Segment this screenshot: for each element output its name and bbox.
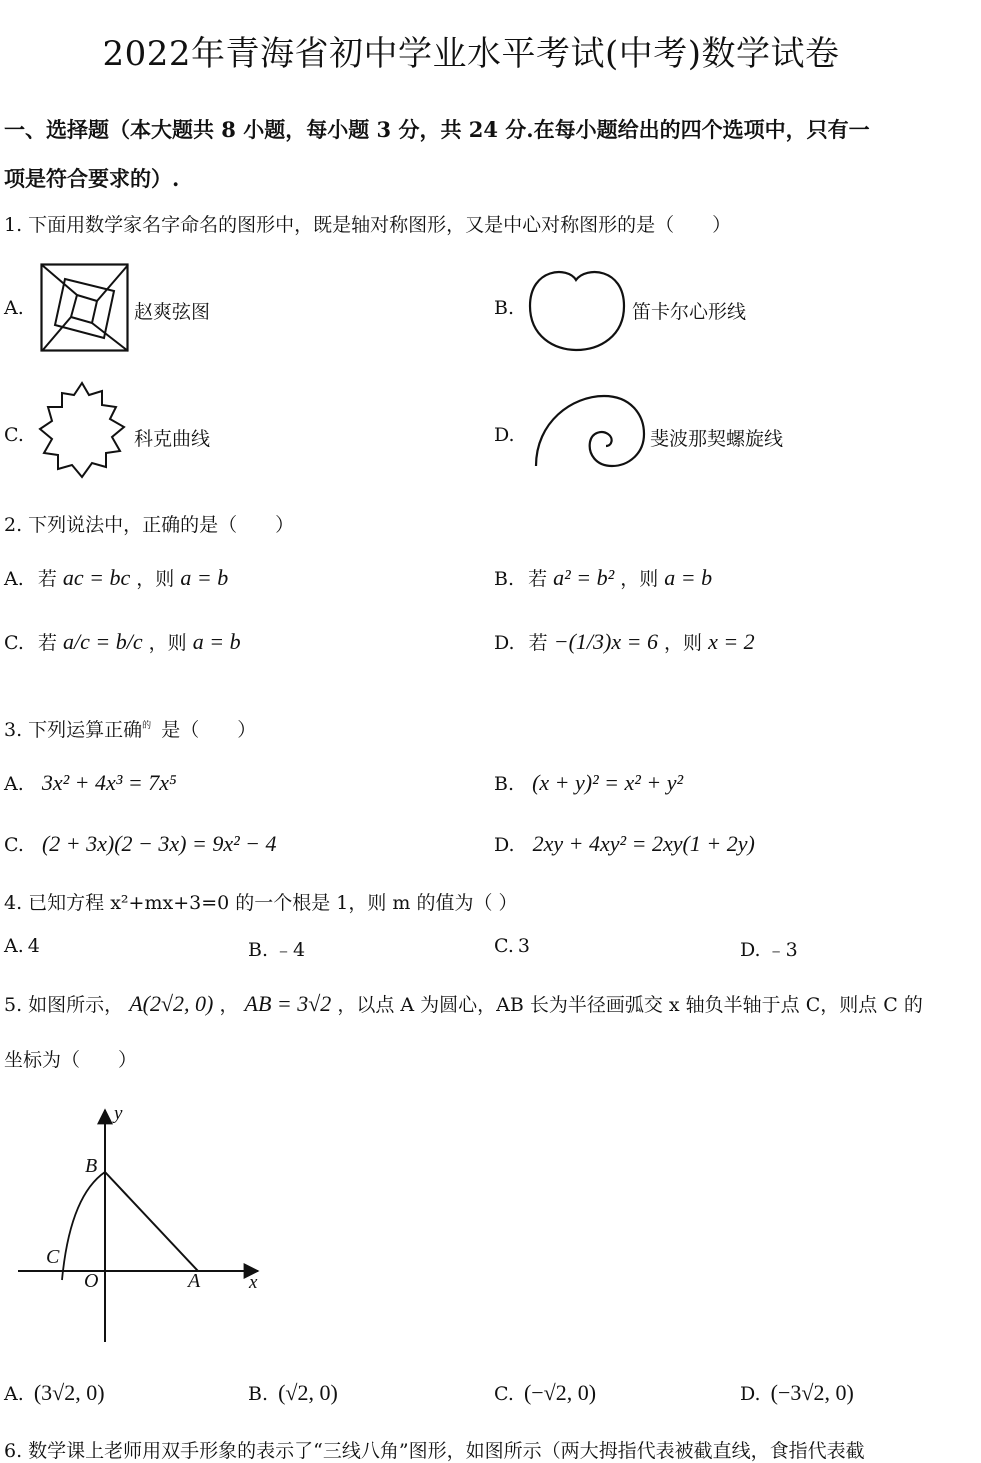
q2-b-expr: a² = b² (553, 565, 615, 590)
question-3-stem-text: 3. 下列运算正确 (4, 719, 143, 741)
question-2-stem: 2. 下列说法中，正确的是（ ） (4, 514, 295, 536)
q4-c-value: 3 (517, 935, 530, 957)
q1-option-c-caption: 科克曲线 (134, 428, 211, 450)
q4-d-letter: D. (740, 939, 761, 961)
q4-option-b (248, 935, 305, 962)
fibonacci-spiral-icon (532, 392, 646, 468)
q2-d-letter: D. (494, 632, 515, 654)
q5-coordinate-figure (0, 1100, 280, 1350)
q1-option-b-letter: B. (494, 297, 515, 319)
q3-c-letter: C. (4, 834, 24, 856)
q4-b-letter: B. (248, 939, 269, 961)
section-heading-line1: 一、选择题（本大题共 8 小题，每小题 3 分，共 24 分.在每小题给出的四个选项中，只有一 (4, 117, 870, 142)
figure-label-x: x (249, 1272, 258, 1293)
q2-c-result: a = b (192, 629, 241, 654)
q2-a-letter: A. (4, 568, 24, 590)
q1-option-d-letter: D. (494, 424, 515, 446)
q4-option-d (740, 935, 798, 962)
q1-option-a-letter: A. (4, 297, 24, 319)
q3-a-letter: A. (4, 773, 24, 795)
question-5-stem (4, 990, 923, 1017)
q3-option-b (494, 770, 683, 796)
q2-option-c (4, 628, 241, 655)
q5-option-d (740, 1380, 854, 1406)
q2-d-expr: −(1/3)x = 6 (553, 629, 658, 654)
q3-c-expr: (2 + 3x)(2 − 3x) = 9x² − 4 (41, 831, 277, 856)
q1-option-b-caption: 笛卡尔心形线 (632, 301, 747, 323)
figure-label-c: C (46, 1246, 60, 1268)
q2-a-expr: ac = bc (62, 565, 131, 590)
q4-option-a (4, 935, 40, 957)
question-6-stem: 6. 数学课上老师用双手形象的表示了“三线八角”图形，如图所示（两大拇指代表被截直线，食指代表截 (4, 1440, 865, 1462)
segment-ab (105, 1172, 198, 1271)
q3-a-expr: 3x² + 4x³ = 7x⁵ (41, 770, 177, 795)
q2-c-letter: C. (4, 632, 24, 654)
q4-option-c (494, 935, 530, 957)
figure-label-a: A (188, 1270, 201, 1292)
q4-a-value: 4 (27, 935, 40, 957)
q4-b-value: ﹣4 (274, 939, 306, 961)
q2-b-letter: B. (494, 568, 515, 590)
page-title: 2022年青海省初中学业水平考试(中考)数学试卷 (102, 34, 840, 74)
q2-c-mid: ，则 (148, 632, 187, 654)
q3-d-expr: 2xy + 4xy² = 2xy(1 + 2y) (532, 831, 755, 856)
section-heading-line2: 项是符合要求的）. (4, 166, 180, 191)
q5-d-value: (−3√2, 0) (770, 1380, 854, 1405)
q5-b-letter: B. (248, 1383, 269, 1405)
zhao-shuang-figure-icon (40, 263, 130, 353)
q2-b-mid: ，则 (620, 568, 659, 590)
q2-b-result: a = b (664, 565, 713, 590)
question-3-stem (4, 715, 256, 742)
q3-d-letter: D. (494, 834, 515, 856)
q3-b-expr: (x + y)² = x² + y² (532, 770, 684, 795)
q5-b-value: (√2, 0) (278, 1380, 338, 1405)
q2-d-result: x = 2 (708, 629, 755, 654)
question-3-stem-end: 是（ ） (161, 719, 257, 741)
q2-a-result: a = b (180, 565, 229, 590)
q2-option-d (494, 628, 755, 655)
q5-d-letter: D. (740, 1383, 761, 1405)
question-4-stem: 4. 已知方程 x²+mx+3=0 的一个根是 1，则 m 的值为（ ） (4, 892, 518, 914)
q5-option-b (248, 1380, 338, 1406)
q5-stem-b: ，以点 A 为圆心，AB 长为半径画弧交 x 轴负半轴于点 C，则点 C 的 (337, 994, 923, 1016)
q5-stem-a: 5. 如图所示， (4, 994, 124, 1016)
q3-option-a (4, 770, 177, 796)
q2-c-pre: 若 (37, 632, 57, 654)
q2-b-pre: 若 (528, 568, 548, 590)
figure-label-y: y (114, 1103, 123, 1124)
q4-c-letter: C. (494, 935, 514, 957)
q5-given-a: A(2√2, 0) (129, 991, 214, 1016)
cardioid-icon (528, 266, 628, 352)
question-3-stem-mark: 的 (142, 721, 152, 731)
q3-option-c (4, 831, 277, 857)
q2-d-mid: ，则 (664, 632, 703, 654)
q5-c-letter: C. (494, 1383, 514, 1405)
q5-c-value: (−√2, 0) (523, 1380, 597, 1405)
q2-option-b (494, 564, 712, 591)
q2-option-a (4, 564, 228, 591)
q3-b-letter: B. (494, 773, 515, 795)
q1-option-d-caption: 斐波那契螺旋线 (650, 428, 784, 450)
q1-option-c-letter: C. (4, 424, 24, 446)
figure-label-o: O (84, 1270, 99, 1292)
q2-a-mid: ，则 (136, 568, 175, 590)
q2-a-pre: 若 (37, 568, 57, 590)
q5-given-ab: AB = 3√2 (244, 991, 332, 1016)
q2-c-expr: a/c = b/c (63, 629, 143, 654)
q3-option-d (494, 831, 755, 857)
q5-option-c (494, 1380, 596, 1406)
q4-d-value: ﹣3 (766, 939, 798, 961)
q2-d-pre: 若 (528, 632, 548, 654)
q5-sep: ， (219, 994, 239, 1016)
arc-bc (62, 1172, 105, 1280)
q5-a-letter: A. (4, 1383, 24, 1405)
question-1-stem: 1. 下面用数学家名字命名的图形中，既是轴对称图形，又是中心对称图形的是（ ） (4, 214, 732, 236)
q5-a-value: (3√2, 0) (33, 1380, 105, 1405)
q4-a-letter: A. (4, 935, 24, 957)
q5-option-a (4, 1380, 105, 1406)
koch-snowflake-icon (36, 381, 128, 481)
question-5-stem-line2: 坐标为（ ） (4, 1049, 138, 1071)
q1-option-a-caption: 赵爽弦图 (134, 301, 211, 323)
figure-label-b: B (85, 1155, 98, 1177)
